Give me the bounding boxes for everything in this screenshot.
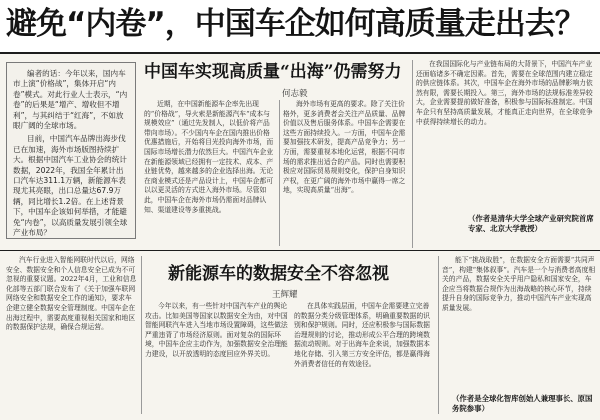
article2-column [145, 302, 289, 416]
column-divider [438, 256, 439, 414]
article2-column-text: 汽车行业进入智能网联时代以后，网络安全、数据安全和个人信息安全已成为不可忽视的重要议题。2022年4月，工业和信息化部等五部门联合发布了《关于加强车联网网络安全和数据安全工作的通知》，要求车企建立健全数据安全管理制度。中国车企在出海过程中，需要高度重视相关国家和地区的数据保护法规，确保合规运营。 [6, 256, 137, 332]
article1-column-text: 在我国国际化与产业链布局的大背景下，中国汽车产业还面临诸多不确定因素。首先，需要在全球范围内建立稳定的供应链体系。其次，中国车企在海外市场的品牌影响力依然有限，需要长期投入。第三，海外市场的法规标准差异较大，企业需要提前做好准备，积极参与国际标准制定。中国车企只有坚持高质量发展，才能真正走向世界，在全球竞争中获得持续增长的动力。 [416, 60, 593, 126]
article2-column [442, 256, 596, 390]
article1-headline: 中国车实现高质量“出海”仍需努力 [144, 62, 402, 82]
column-divider [279, 100, 280, 246]
article-separator [0, 250, 600, 251]
top-banner [0, 0, 600, 52]
column-divider [412, 60, 413, 248]
editor-note-paragraph: 编者的话：今年以来，国内车市上演“价格战”，集体开启“内卷”模式。对此行业人士表示，“内卷”的后果是“增产、增收但不增利”，与其纠结于“红海”，不如放眼广阔的全球市场。 [13, 69, 128, 131]
column-divider [141, 256, 142, 414]
article2-author-note: （作者是全球化智库创始人兼理事长、原国务院参事） [452, 394, 593, 413]
article1-column-text: 海外市场有更高的要求。除了关注价格外，更多消费者会关注产品质量、品牌价值以及售后服务体系。中国车企需要在这些方面持续投入。一方面，中国车企需要加强技术研发，提高产品竞争力；另一方面，需要重视本地化运营，根据不同市场的需求推出适合的产品。同时也需要积极应对国际贸易规则变化，保护自身知识产权，在更广阔的海外市场中赢得一席之地，实现高质量“出海”。 [283, 100, 406, 195]
article1-column [416, 60, 596, 212]
article2-column-text: 在具体实践层面，中国车企需要建立完善的数据分类分级管理体系，明确重要数据的识别和保护规则。同时，还应积极参与国际数据治理规则的讨论，推动形成公平合理的跨境数据流动规则。对于出海车企来说，加强数据本地化存储、引入第三方安全评估，都是赢得海外消费者信任的有效途径。 [294, 302, 430, 368]
article2-column [294, 302, 434, 416]
article2-byline: 王辉耀 [272, 290, 298, 300]
banner-rule [0, 52, 600, 54]
article1-author-note: （作者是清华大学全球产业研究院首席专家、北京大学教授） [468, 214, 594, 233]
article2-column-text: 能下“挑战取胜”，在数据安全方面需要“共同声音”，构建“集体叙事”。汽车是一个与消费者高度相关的产品，数据安全关乎用户隐私和国家安全，车企应当将数据合规作为出海战略的核心环节，持续提升自身的国际竞争力，推动中国汽车产业实现高质量发展。 [442, 256, 596, 312]
article2-column-text: 今年以来，有一些针对中国汽车产业的舆论攻击。比如美国等国家以数据安全为由，对中国智能网联汽车进入当地市场设置障碍，这些做法严重违背了市场经济原则。面对复杂的国际环境，中国车企应主动作为，加强数据安全治理能力建设，以开放透明的态度回应外界关切。 [145, 302, 288, 358]
article1-column [144, 100, 276, 248]
article2-column [6, 256, 138, 416]
editor-note-paragraph: 目前，中国汽车品牌出海步伐已在加速，海外市场版图持续扩大。根据中国汽车工业协会的统计数据，2022年，我国全年累计出口汽车达311.1万辆，新能源车表现尤其亮眼，出口总量达67.9万辆，同比增长1.2倍。在上述背景下，中国车企该如何举措，才能避免“内卷”，以高质量发展引领全球产业布局？ [13, 134, 128, 238]
banner-headline: 避免“内卷”，中国车企如何高质量走出去？ [6, 6, 585, 42]
article1-column-text: 近期，在中国新能源车企率先出现的“价格战”，导火索是新能源汽车“成本与规模效应”（通过先发制人，以低价将产品带向市场）。不少国内车企在国内推出价格优惠措施后，开始将目光投向海外市场，而国际市场增长潜力依然巨大。中国汽车企业在新能源领域已经拥有一定技术、成本、产业链优势，越来越多的企业选择出海。无论在商业模式还是产品设计上，中国车企都可以以更灵活的方式进入海外市场。尽管如此，中国车企在海外市场仍需面对品牌认知、渠道建设等多重挑战。 [144, 100, 274, 214]
article2-headline: 新能源车的数据安全不容忽视 [168, 264, 389, 284]
article1-column [283, 100, 409, 248]
editor-note-box [6, 62, 136, 239]
article1-byline: 何志毅 [282, 89, 308, 99]
